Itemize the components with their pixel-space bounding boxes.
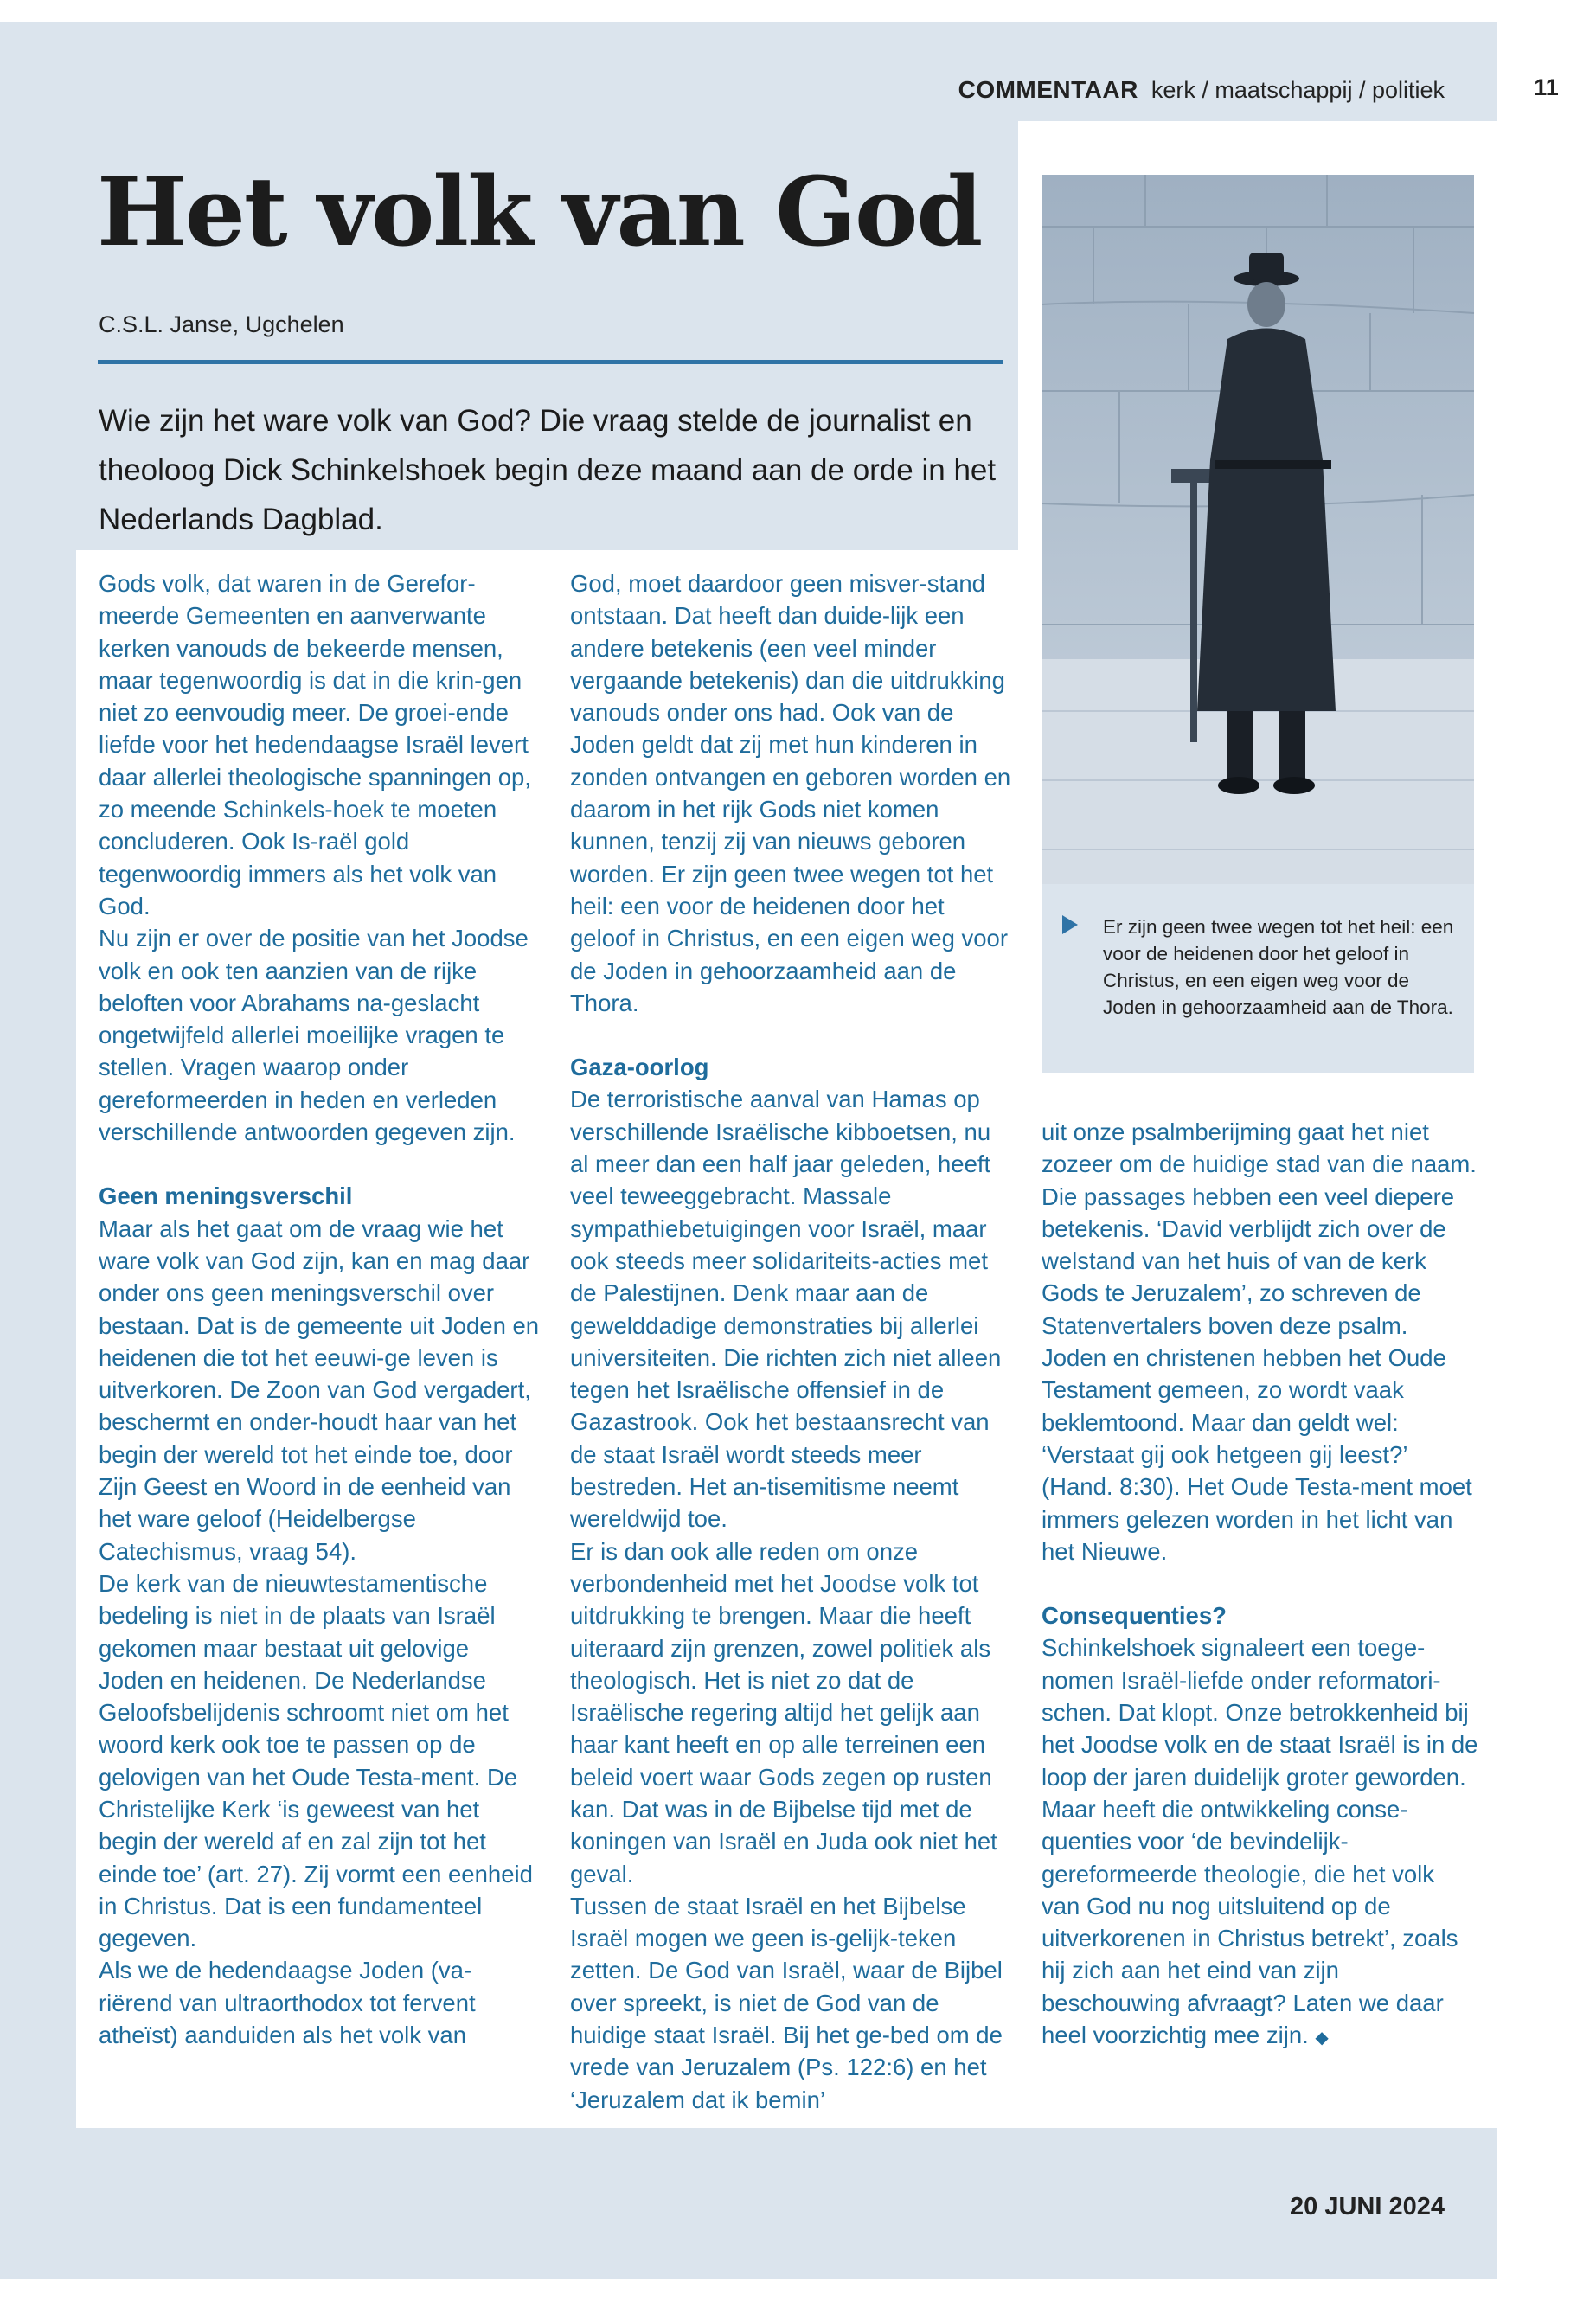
issue-date: 20 JUNI 2024 [1290,2193,1445,2221]
article-author: C.S.L. Janse, Ugchelen [99,311,344,337]
column-3 [1042,1116,1478,2054]
paragraph: Joden en christenen hebben het Oude Testament gemeen, zo wordt vaak beklemtoond. Maar dan geldt wel: ‘Verstaat gij ook hetgeen gij leest?’ (Hand. 8:30). Het Oude Testa-ment moet immers gelezen worden in het licht van het Nieuwe. [1042,1344,1472,1565]
column-1 [99,567,540,2051]
page-margin [1497,0,1596,2301]
article-photo [1042,175,1474,884]
page-number: 11 [1534,74,1559,100]
caption-arrow-icon [1062,915,1078,934]
paragraph: Als we de hedendaagse Joden (va-riërend van ultraorthodox tot fervent atheïst) aanduiden als het volk van [99,1957,476,2049]
paragraph: Tussen de staat Israël en het Bijbelse Israël mogen we geen is-gelijk-teken zetten. De God van Israël, waar de Bijbel over spreekt, is niet de God van de huidige staat Israël. Bij het ge-bed om de vrede van Jeruzalem (Ps. 122:6) en het ‘Jeruzalem dat ik bemin’ [570,1892,1003,2113]
end-mark-icon: ◆ [1315,2029,1329,2048]
paragraph: uit onze psalmberijming gaat het niet zozeer om de huidige stad van die naam. Die passages hebben een veel diepere betekenis. ‘David verblijdt zich over de welstand van het huis of van de kerk Gods te Jeruzalem’, zo schreven de Statenvertalers boven deze psalm. [1042,1118,1477,1339]
paragraph: God, moet daardoor geen misver-stand ontstaan. Dat heeft dan duide-lijk een andere betekenis (een veel minder vergaande betekenis) dan die uitdrukking vanouds onder ons had. Ook van de Joden geldt dat zij met hun kinderen in zonden ontvangen en geboren worden en daarom in het rijk Gods niet komen kunnen, tenzij zij van nieuws geboren worden. Er zijn geen twee wegen tot het heil: een voor de heidenen door het geloof in Christus, en een eigen weg voor de Joden in gehoorzaamheid aan de Thora. [570,570,1011,1016]
photo-caption: Er zijn geen twee wegen tot het heil: een voor de heidenen door het geloof in Christus, en een eigen weg voor de Joden in gehoorzaamheid aan de Thora. [1103,916,1454,1018]
column-2 [570,567,1011,2116]
paragraph-text: Maar heeft die ontwikkeling conse-quenties voor ‘de bevindelijk-gereformeerde theologie, die het volk van God nu nog uitsluitend op de uitverkorenen in Christus betrekt’, zoals hij zich aan het eind van zijn beschouwing afvraagt? Laten we daar heel voorzichtig mee zijn. [1042,1795,1458,2049]
subheading: Gaza-oorlog [570,1054,709,1081]
title-rule [98,360,1003,364]
article-lead: Wie zijn het ware volk van God? Die vraag stelde de journalist en theoloog Dick Schinkelshoek begin deze maand aan de orde in het Nederlands Dagblad. [99,404,997,536]
section-topics: kerk / maatschappij / politiek [1151,77,1445,103]
article-title: Het volk van God [97,156,982,267]
paragraph: De terroristische aanval van Hamas op verschillende Israëlische kibboetsen, nu al meer dan een half jaar geleden, heeft veel teweeggebracht. Massale sympathiebetuigingen voor Israël, maar ook steeds meer solidariteits-acties met de Palestijnen. Denk maar aan de gewelddadige demonstraties bij allerlei universiteiten. Die richten zich niet alleen tegen het Israëlische offensief in de Gazastrook. Ook het bestaansrecht van de staat Israël wordt steeds meer bestreden. Het an-tisemitisme neemt wereldwijd toe. [570,1086,1002,1533]
subheading: Geen meningsverschil [99,1183,353,1210]
paragraph: De kerk van de nieuwtestamentische bedeling is niet in de plaats van Israël gekomen maar bestaat uit gelovige Joden en heidenen. De Nederlandse Geloofsbelijdenis schroomt niet om het woord kerk ook toe te passen op de gelovigen van het Oude Testa-ment. De Christelijke Kerk ‘is geweest van het begin der wereld af en zal zijn tot het einde toe’ (art. 27). Zij vormt een eenheid in Christus. Dat is een fundamenteel gegeven. [99,1569,533,1952]
section-label: COMMENTAAR [958,76,1138,103]
paragraph: Schinkelshoek signaleert een toege-nomen Israël-liefde onder reformatori-schen. Dat klopt. Onze betrokkenheid bij het Joodse volk en de staat Israël is in de loop der jaren duidelijk groter geworden. [1042,1634,1478,1791]
paragraph: Nu zijn er over de positie van het Joodse volk en ook ten aanzien van de rijke beloften voor Abrahams na-geslacht ongetwijfeld allerlei moeilijke vragen te stellen. Vragen waarop onder gereformeerden in heden en verleden verschillende antwoorden gegeven zijn. [99,925,529,1146]
section-header [958,76,1445,104]
paragraph: Gods volk, dat waren in de Gerefor-meerde Gemeenten en aanverwante kerken vanouds de bekeerde mensen, maar tegenwoordig is dat in die krin-gen niet zo eenvoudig meer. De groei-ende liefde voor het hedendaagse Israël levert daar allerlei theologische spanningen op, zo meende Schinkels-hoek te moeten concluderen. Ook Is-raël gold tegenwoordig immers als het volk van God. [99,570,531,920]
subheading: Consequenties? [1042,1602,1227,1630]
paragraph: Maar als het gaat om de vraag wie het ware volk van God zijn, kan en mag daar onder ons geen meningsverschil over bestaan. Dat is de gemeente uit Joden en heidenen die tot het eeuwi-ge leven is uitverkoren. De Zoon van God vergadert, beschermt en onder-houdt haar van het begin der wereld tot het einde toe, door Zijn Geest en Woord in de eenheid van het ware geloof (Heidelbergse Catechismus, vraag 54). [99,1215,540,1565]
paragraph: Er is dan ook alle reden om onze verbondenheid met het Joodse volk tot uitdrukking te brengen. Maar die heeft uiteraard zijn grenzen, zowel politiek als theologisch. Het is niet zo dat de Israëlische regering altijd het gelijk aan haar kant heeft en op alle terreinen een beleid voert waar Gods zegen op rusten kan. Dat was in de Bijbelse tijd met de koningen van Israël en Juda ook niet het geval. [570,1537,997,1888]
paragraph [1042,1793,1478,2054]
